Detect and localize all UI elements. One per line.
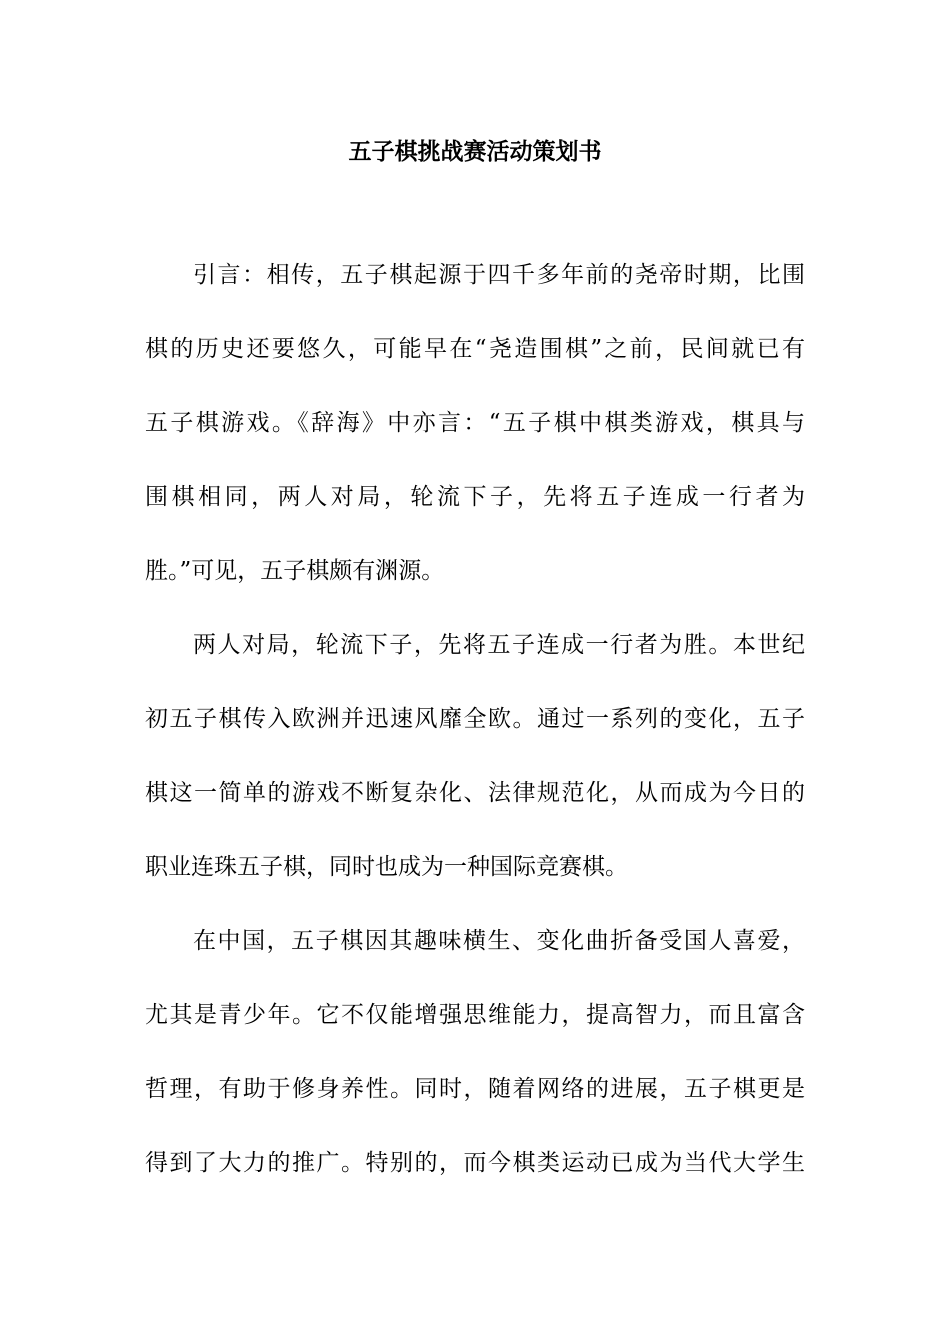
document-title: 五子棋挑战赛活动策划书 bbox=[348, 138, 602, 165]
paragraph-line: 棋的历史还要悠久，可能早在“尧造围棋”之前，民间就已有 bbox=[145, 336, 805, 362]
document-body bbox=[145, 256, 805, 1218]
paragraph-line: 初五子棋传入欧洲并迅速风靡全欧。通过一系列的变化，五子 bbox=[145, 706, 805, 732]
paragraph-line: 得到了大力的推广。特别的，而今棋类运动已成为当代大学生 bbox=[145, 1150, 805, 1176]
paragraph-line: 胜。”可见，五子棋颇有渊源。 bbox=[145, 558, 445, 584]
paragraph-line: 引言：相传，五子棋起源于四千多年前的尧帝时期，比围 bbox=[193, 262, 805, 288]
paragraph-line: 在中国，五子棋因其趣味横生、变化曲折备受国人喜爱， bbox=[193, 928, 805, 954]
paragraph-line: 围棋相同，两人对局，轮流下子，先将五子连成一行者为 bbox=[145, 484, 805, 510]
paragraph-line: 哲理，有助于修身养性。同时，随着网络的进展，五子棋更是 bbox=[145, 1076, 805, 1102]
paragraph-line: 职业连珠五子棋，同时也成为一种国际竞赛棋。 bbox=[145, 854, 628, 880]
paragraph-line: 两人对局，轮流下子，先将五子连成一行者为胜。本世纪 bbox=[193, 632, 805, 658]
paragraph-line: 尤其是青少年。它不仅能增强思维能力，提高智力，而且富含 bbox=[145, 1002, 805, 1028]
paragraph-line: 棋这一简单的游戏不断复杂化、法律规范化，从而成为今日的 bbox=[145, 780, 805, 806]
paragraph-line: 五子棋游戏。《辞海》中亦言：“五子棋中棋类游戏，棋具与 bbox=[145, 410, 805, 436]
